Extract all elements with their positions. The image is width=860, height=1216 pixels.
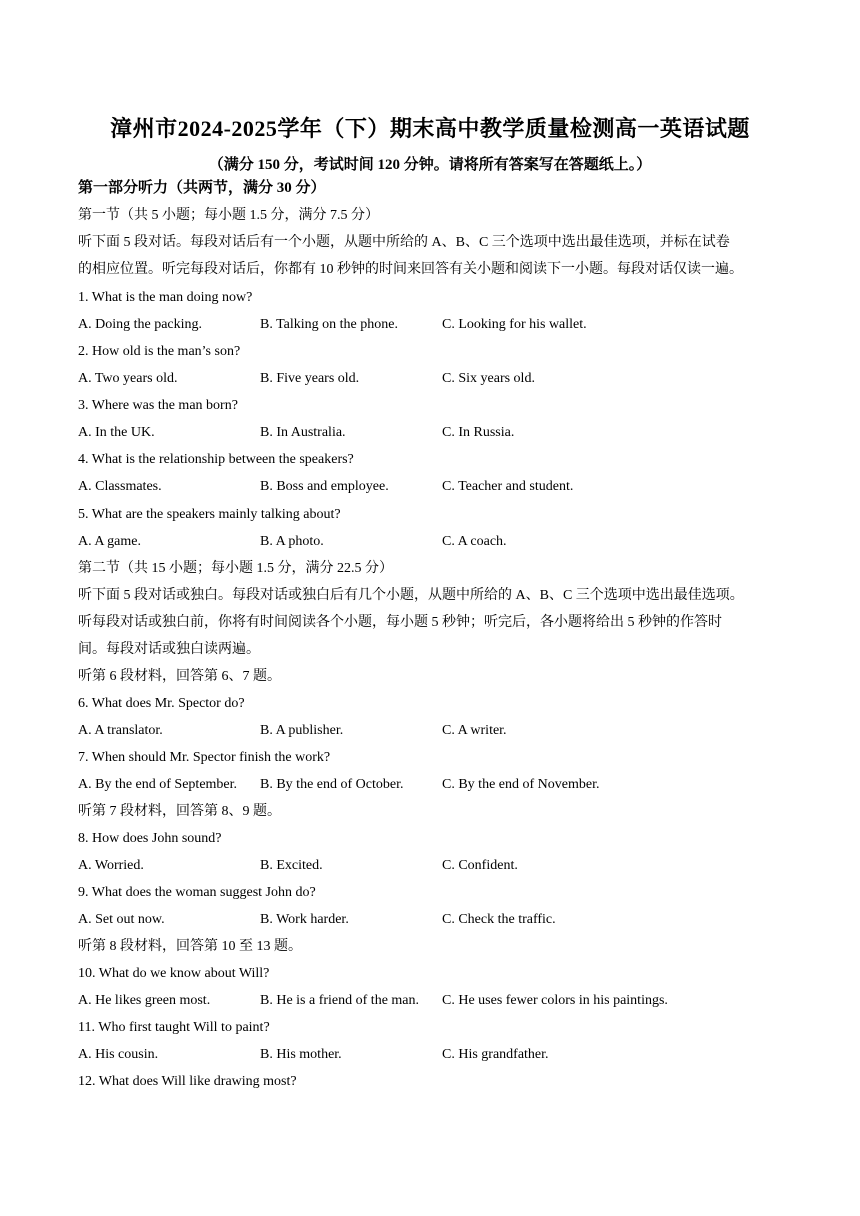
option-b: B. Excited. bbox=[260, 858, 323, 873]
option-c: C. Confident. bbox=[442, 858, 518, 873]
section1-instruction-line: 的相应位置。听完每段对话后，你都有 10 秒钟的时间来回答有关小题和阅读下一小题。每段对话仅读一遍。 bbox=[78, 262, 743, 277]
part1-heading: 第一部分听力（共两节，满分 30 分） bbox=[78, 180, 326, 196]
option-b: B. A photo. bbox=[260, 534, 324, 549]
question-stem: 5. What are the speakers mainly talking about? bbox=[78, 507, 341, 522]
option-c: C. A writer. bbox=[442, 723, 507, 738]
material-note: 听第 7 段材料，回答第 8、9 题。 bbox=[78, 804, 281, 819]
option-c: C. He uses fewer colors in his paintings. bbox=[442, 993, 668, 1008]
exam-title: 漳州市2024-2025学年（下）期末高中教学质量检测高一英语试题 bbox=[110, 116, 750, 141]
option-c: C. Looking for his wallet. bbox=[442, 317, 587, 332]
option-b: B. Talking on the phone. bbox=[260, 317, 398, 332]
question-stem: 2. How old is the man’s son? bbox=[78, 344, 241, 359]
question-stem: 6. What does Mr. Spector do? bbox=[78, 696, 245, 711]
option-a: A. His cousin. bbox=[78, 1047, 159, 1062]
option-b: B. Work harder. bbox=[260, 912, 349, 927]
option-c: C. Six years old. bbox=[442, 371, 535, 386]
option-a: A. Set out now. bbox=[78, 912, 165, 927]
section1-instruction-line: 听下面 5 段对话。每段对话后有一个小题，从题中所给的 A、B、C 三个选项中选出最佳选项，并标在试卷 bbox=[78, 235, 730, 250]
option-a: A. A game. bbox=[78, 534, 141, 549]
question-stem: 7. When should Mr. Spector finish the work? bbox=[78, 750, 331, 765]
option-b: B. He is a friend of the man. bbox=[260, 993, 420, 1008]
option-a: A. Classmates. bbox=[78, 479, 162, 494]
option-c: C. A coach. bbox=[442, 534, 507, 549]
option-b: B. Boss and employee. bbox=[260, 479, 389, 494]
section1-heading: 第一节（共 5 小题；每小题 1.5 分，满分 7.5 分） bbox=[78, 208, 379, 223]
option-b: B. Five years old. bbox=[260, 371, 360, 386]
option-b: B. A publisher. bbox=[260, 723, 344, 738]
material-note: 听第 6 段材料，回答第 6、7 题。 bbox=[78, 669, 281, 684]
option-a: A. Doing the packing. bbox=[78, 317, 203, 332]
exam-subtitle: （满分 150 分，考试时间 120 分钟。请将所有答案写在答题纸上。） bbox=[208, 157, 652, 173]
option-a: A. Two years old. bbox=[78, 371, 178, 386]
question-stem: 10. What do we know about Will? bbox=[78, 966, 270, 981]
section2-instruction-line: 间。每段对话或独白读两遍。 bbox=[78, 642, 260, 657]
section2-heading: 第二节（共 15 小题；每小题 1.5 分，满分 22.5 分） bbox=[78, 561, 393, 576]
section2-instruction-line: 听下面 5 段对话或独白。每段对话或独白后有几个小题，从题中所给的 A、B、C 三个选项中选出最佳选项。 bbox=[78, 588, 744, 603]
question-stem: 1. What is the man doing now? bbox=[78, 290, 253, 305]
option-b: B. By the end of October. bbox=[260, 777, 404, 792]
question-stem: 9. What does the woman suggest John do? bbox=[78, 885, 316, 900]
section2-instruction-line: 听每段对话或独白前，你将有时间阅读各个小题，每小题 5 秒钟；听完后，各小题将给出 5 秒钟的作答时 bbox=[78, 615, 722, 630]
question-stem: 4. What is the relationship between the speakers? bbox=[78, 452, 354, 467]
option-a: A. A translator. bbox=[78, 723, 163, 738]
question-stem: 3. Where was the man born? bbox=[78, 398, 238, 413]
option-b: B. In Australia. bbox=[260, 425, 346, 440]
option-c: C. By the end of November. bbox=[442, 777, 600, 792]
question-stem: 8. How does John sound? bbox=[78, 831, 222, 846]
question-stem: 12. What does Will like drawing most? bbox=[78, 1074, 297, 1089]
option-a: A. Worried. bbox=[78, 858, 144, 873]
option-a: A. In the UK. bbox=[78, 425, 155, 440]
option-a: A. He likes green most. bbox=[78, 993, 211, 1008]
option-c: C. In Russia. bbox=[442, 425, 515, 440]
option-c: C. Teacher and student. bbox=[442, 479, 574, 494]
material-note: 听第 8 段材料，回答第 10 至 13 题。 bbox=[78, 939, 302, 954]
option-b: B. His mother. bbox=[260, 1047, 342, 1062]
option-c: C. His grandfather. bbox=[442, 1047, 549, 1062]
option-a: A. By the end of September. bbox=[78, 777, 238, 792]
question-stem: 11. Who first taught Will to paint? bbox=[78, 1020, 270, 1035]
option-c: C. Check the traffic. bbox=[442, 912, 556, 927]
